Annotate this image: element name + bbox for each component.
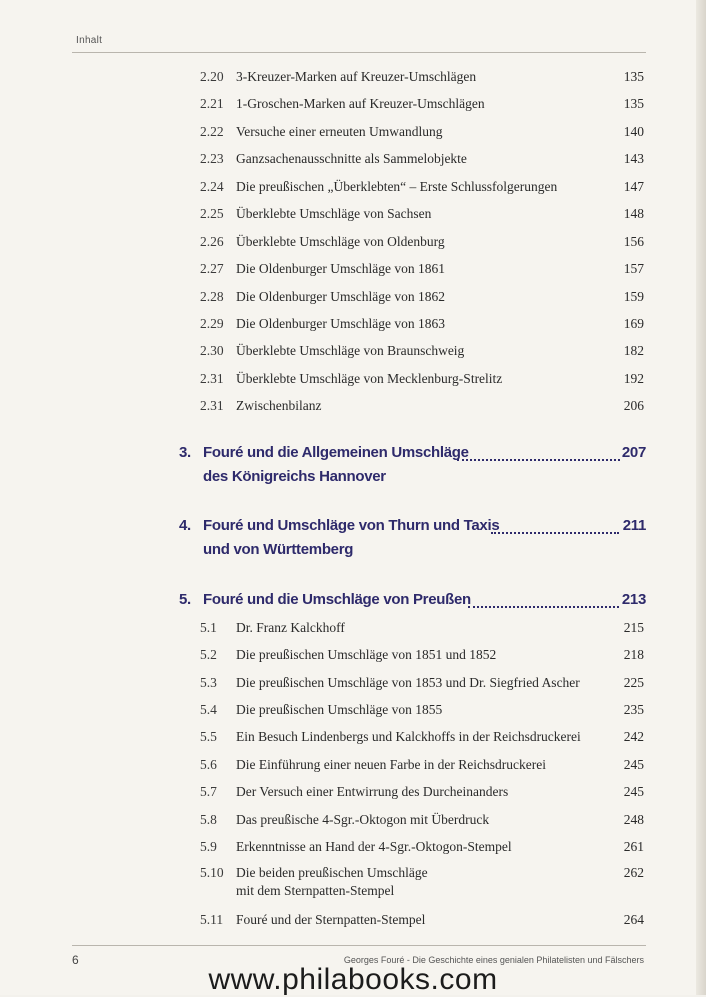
entry-title: Die Oldenburger Umschläge von 1861	[236, 261, 445, 276]
entry-number: 5.8	[200, 812, 217, 827]
entry-number: 5.6	[200, 757, 217, 772]
entry-title	[236, 864, 566, 900]
chapter-title: Fouré und die Allgemeinen Umschläge	[203, 444, 469, 461]
toc-entry[interactable]	[0, 203, 706, 225]
entry-page: 143	[623, 151, 644, 166]
watermark: www.philabooks.com	[208, 963, 498, 996]
entry-page: 242	[623, 729, 644, 744]
toc-entry[interactable]	[0, 66, 706, 88]
entry-number: 5.4	[200, 702, 217, 717]
toc-entry[interactable]	[0, 121, 706, 143]
dot-leader	[491, 532, 619, 534]
entry-title: Überklebte Umschläge von Mecklenburg-Strelitz	[236, 371, 503, 386]
entry-number: 2.24	[200, 179, 224, 194]
entry-number: 5.5	[200, 729, 217, 744]
toc-entry[interactable]	[0, 836, 706, 858]
chapter-number: 4.	[179, 517, 191, 534]
header-rule	[72, 52, 646, 53]
entry-title: 3-Kreuzer-Marken auf Kreuzer-Umschlägen	[236, 69, 477, 84]
entry-title: Das preußische 4-Sgr.-Oktogon mit Überdruck	[236, 812, 490, 827]
toc-entry[interactable]	[0, 699, 706, 721]
entry-page: 264	[623, 912, 644, 927]
entry-title: Überklebte Umschläge von Oldenburg	[236, 234, 445, 249]
entry-number: 2.31	[200, 398, 224, 413]
entry-title: Überklebte Umschläge von Sachsen	[236, 206, 432, 221]
chapter-title: Fouré und die Umschläge von Preußen	[203, 591, 471, 608]
entry-number: 2.22	[200, 124, 224, 139]
entry-page: 245	[623, 757, 644, 772]
entry-title: Die Einführung einer neuen Farbe in der Reichsdruckerei	[236, 757, 547, 772]
entry-number: 2.28	[200, 289, 224, 304]
entry-number: 2.30	[200, 343, 224, 358]
toc-entry[interactable]	[0, 258, 706, 280]
entry-title: 1-Groschen-Marken auf Kreuzer-Umschlägen	[236, 96, 485, 111]
entry-page: 182	[623, 343, 644, 358]
entry-number: 2.29	[200, 316, 224, 331]
toc-entry[interactable]	[0, 754, 706, 776]
entry-title-line-2: mit dem Sternpatten-Stempel	[236, 883, 395, 898]
entry-number: 5.9	[200, 839, 217, 854]
entry-page: 245	[623, 784, 644, 799]
footer-rule	[72, 945, 646, 946]
running-header: Inhalt	[76, 35, 103, 46]
chapter-page: 211	[622, 517, 646, 534]
toc-entry[interactable]	[0, 909, 706, 931]
entry-page: 140	[623, 124, 644, 139]
entry-number: 5.11	[200, 912, 224, 927]
entry-page: 215	[623, 620, 644, 635]
entry-page: 135	[623, 96, 644, 111]
toc-entry[interactable]	[0, 644, 706, 666]
toc-entry[interactable]	[0, 862, 706, 902]
toc-entry[interactable]	[0, 368, 706, 390]
chapter-subtitle: und von Württemberg	[203, 541, 354, 558]
entry-page: 135	[623, 69, 644, 84]
toc-entry[interactable]	[0, 672, 706, 694]
entry-title: Ganzsachenausschnitte als Sammelobjekte	[236, 151, 467, 166]
running-footer: Georges Fouré - Die Geschichte eines genialen Philatelisten und Fälschers	[343, 955, 644, 965]
entry-title: Der Versuch einer Entwirrung des Durcheinanders	[236, 784, 509, 799]
entry-title: Erkenntnisse an Hand der 4-Sgr.-Oktogon-Stempel	[236, 839, 512, 854]
chapter-number: 5.	[179, 591, 191, 608]
entry-title: Die Oldenburger Umschläge von 1862	[236, 289, 445, 304]
entry-number: 5.7	[200, 784, 217, 799]
entry-page: 156	[623, 234, 644, 249]
entry-number: 5.2	[200, 647, 217, 662]
entry-number: 2.25	[200, 206, 224, 221]
entry-number: 2.21	[200, 96, 224, 111]
toc-entry[interactable]	[0, 93, 706, 115]
entry-number: 2.27	[200, 261, 224, 276]
toc-entry[interactable]	[0, 148, 706, 170]
entry-page: 261	[623, 839, 644, 854]
entry-page: 218	[623, 647, 644, 662]
entry-page: 169	[623, 316, 644, 331]
entry-title: Dr. Franz Kalckhoff	[236, 620, 345, 635]
chapter-page: 213	[621, 591, 646, 608]
toc-entry[interactable]	[0, 395, 706, 417]
entry-page: 147	[623, 179, 644, 194]
entry-page: 192	[623, 371, 644, 386]
entry-page: 235	[623, 702, 644, 717]
entry-page: 248	[623, 812, 644, 827]
entry-title: Die preußischen „Überklebten“ – Erste Schlussfolgerungen	[236, 179, 558, 194]
chapter-subtitle: des Königreichs Hannover	[203, 468, 386, 485]
chapter-page: 207	[621, 444, 646, 461]
entry-title: Die preußischen Umschläge von 1851 und 1852	[236, 647, 497, 662]
entry-page: 225	[623, 675, 644, 690]
entry-number: 2.23	[200, 151, 224, 166]
entry-page: 159	[623, 289, 644, 304]
chapter-title: Fouré und Umschläge von Thurn und Taxis	[203, 517, 500, 534]
entry-title: Die Oldenburger Umschläge von 1863	[236, 316, 445, 331]
entry-number: 5.3	[200, 675, 217, 690]
entry-number: 2.31	[200, 371, 224, 386]
entry-page: 157	[623, 261, 644, 276]
entry-number: 5.10	[200, 865, 224, 880]
entry-page: 262	[623, 865, 644, 880]
entry-title: Die preußischen Umschläge von 1853 und Dr. Siegfried Ascher	[236, 675, 580, 690]
toc-entry[interactable]	[0, 231, 706, 253]
toc-entry[interactable]	[0, 726, 706, 748]
toc-entry[interactable]	[0, 176, 706, 198]
entry-title: Zwischenbilanz	[236, 398, 322, 413]
toc-entry[interactable]	[0, 781, 706, 803]
entry-title: Versuche einer erneuten Umwandlung	[236, 124, 443, 139]
entry-title-line-1: Die beiden preußischen Umschläge	[236, 865, 428, 880]
entry-page: 148	[623, 206, 644, 221]
dot-leader	[468, 606, 619, 608]
page-number: 6	[72, 953, 79, 967]
entry-page: 206	[623, 398, 644, 413]
entry-number: 5.1	[200, 620, 217, 635]
entry-number: 2.26	[200, 234, 224, 249]
entry-number: 2.20	[200, 69, 224, 84]
entry-title: Ein Besuch Lindenbergs und Kalckhoffs in der Reichsdruckerei	[236, 729, 581, 744]
toc-entry[interactable]	[0, 340, 706, 362]
entry-title: Fouré und der Sternpatten-Stempel	[236, 912, 426, 927]
dot-leader	[457, 459, 620, 461]
toc-entry[interactable]	[0, 617, 706, 639]
entry-title: Die preußischen Umschläge von 1855	[236, 702, 443, 717]
entry-title: Überklebte Umschläge von Braunschweig	[236, 343, 465, 358]
toc-entry[interactable]	[0, 313, 706, 335]
toc-entry[interactable]	[0, 809, 706, 831]
toc-entry[interactable]	[0, 286, 706, 308]
chapter-number: 3.	[179, 444, 191, 461]
